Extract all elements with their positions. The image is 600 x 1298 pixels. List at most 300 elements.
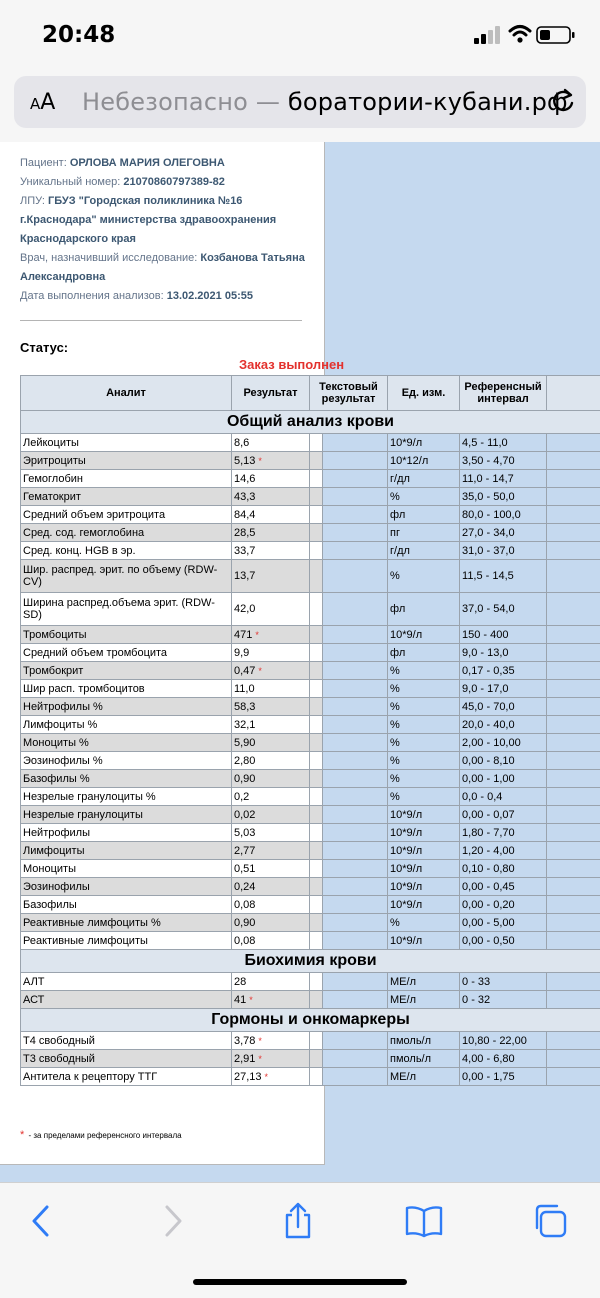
header-analyte: Аналит <box>21 376 232 411</box>
header-reference: Референсный интервал <box>460 376 547 411</box>
browser-toolbar <box>0 1182 600 1298</box>
result-number: 0,24 <box>234 881 255 893</box>
result-number: 41 <box>234 994 246 1006</box>
text-result-cell <box>310 524 323 542</box>
unit-cell: 10*9/л <box>388 860 460 878</box>
result-value <box>232 434 310 452</box>
reference-interval: 31,0 - 37,0 <box>460 542 547 560</box>
unique-id: 21070860797389-82 <box>123 176 225 188</box>
analyte-name: Базофилы <box>21 896 232 914</box>
result-number: 58,3 <box>234 701 255 713</box>
result-number: 33,7 <box>234 545 255 557</box>
result-number: 84,4 <box>234 509 255 521</box>
analyte-name: Эритроциты <box>21 452 232 470</box>
text-result-cell <box>310 914 323 932</box>
result-number: 0,90 <box>234 917 255 929</box>
result-number: 5,90 <box>234 737 255 749</box>
text-result-spacer <box>323 788 388 806</box>
result-number: 28 <box>234 976 246 988</box>
reference-interval: 0,00 - 5,00 <box>460 914 547 932</box>
table-row <box>21 973 600 991</box>
result-value <box>232 698 310 716</box>
share-icon[interactable] <box>278 1201 318 1241</box>
row-spacer <box>547 542 600 560</box>
text-result-cell <box>310 626 323 644</box>
result-value <box>232 542 310 560</box>
analyte-name: Лимфоциты <box>21 842 232 860</box>
analyte-name: Гематокрит <box>21 488 232 506</box>
reference-interval: 0,10 - 0,80 <box>460 860 547 878</box>
text-result-cell <box>310 434 323 452</box>
section-title: Общий анализ крови <box>21 411 600 434</box>
result-number: 28,5 <box>234 527 255 539</box>
reference-interval: 27,0 - 34,0 <box>460 524 547 542</box>
cellular-signal-icon <box>474 26 502 44</box>
unit-cell: % <box>388 488 460 506</box>
text-result-spacer <box>323 470 388 488</box>
analyte-name: Эозинофилы <box>21 878 232 896</box>
reference-interval: 11,0 - 14,7 <box>460 470 547 488</box>
table-row <box>21 878 600 896</box>
text-result-spacer <box>323 770 388 788</box>
analyte-name: Эозинофилы % <box>21 752 232 770</box>
table-row <box>21 1068 600 1086</box>
result-value <box>232 752 310 770</box>
analyte-name: АЛТ <box>21 973 232 991</box>
section-title: Гормоны и онкомаркеры <box>21 1009 600 1032</box>
analyte-name: Незрелые гранулоциты % <box>21 788 232 806</box>
unit-cell: % <box>388 752 460 770</box>
text-result-spacer <box>323 860 388 878</box>
analyte-name: Т4 свободный <box>21 1032 232 1050</box>
analyte-name: Сред. конц. HGB в эр. <box>21 542 232 560</box>
table-row <box>21 770 600 788</box>
analyte-name: АСТ <box>21 991 232 1009</box>
reference-interval: 0 - 33 <box>460 973 547 991</box>
footnote-text: - за пределами референсного интервала <box>26 1131 181 1140</box>
text-result-spacer <box>323 488 388 506</box>
result-value <box>232 842 310 860</box>
reference-interval: 0,00 - 1,75 <box>460 1068 547 1086</box>
result-value <box>232 932 310 950</box>
result-value <box>232 914 310 932</box>
text-result-spacer <box>323 1068 388 1086</box>
reference-interval: 45,0 - 70,0 <box>460 698 547 716</box>
result-value <box>232 788 310 806</box>
result-value <box>232 626 310 644</box>
text-result-spacer <box>323 991 388 1009</box>
result-number: 14,6 <box>234 473 255 485</box>
unit-cell: 10*9/л <box>388 806 460 824</box>
row-spacer <box>547 991 600 1009</box>
text-result-cell <box>310 878 323 896</box>
doctor-line: Врач, назначивший исследование: Козбанова Татьяна Александровна <box>20 249 315 287</box>
analyte-name: Т3 свободный <box>21 1050 232 1068</box>
reference-interval: 0,00 - 0,45 <box>460 878 547 896</box>
text-result-spacer <box>323 752 388 770</box>
table-row <box>21 1032 600 1050</box>
row-spacer <box>547 506 600 524</box>
text-result-spacer <box>323 560 388 593</box>
unit-cell: пг <box>388 524 460 542</box>
row-spacer <box>547 806 600 824</box>
unit-cell: пмоль/л <box>388 1050 460 1068</box>
text-result-spacer <box>323 662 388 680</box>
reference-interval: 3,50 - 4,70 <box>460 452 547 470</box>
unit-cell: % <box>388 560 460 593</box>
analyte-name: Средний объем эритроцита <box>21 506 232 524</box>
text-result-cell <box>310 896 323 914</box>
battery-icon <box>536 25 576 45</box>
text-result-spacer <box>323 698 388 716</box>
text-result-cell <box>310 824 323 842</box>
result-number: 0,02 <box>234 809 255 821</box>
section-header <box>21 1009 600 1032</box>
text-result-cell <box>310 991 323 1009</box>
text-result-spacer <box>323 506 388 524</box>
unit-cell: 10*12/л <box>388 452 460 470</box>
out-of-range-flag: * <box>258 1036 262 1046</box>
text-result-cell <box>310 860 323 878</box>
reference-interval: 11,5 - 14,5 <box>460 560 547 593</box>
result-value <box>232 770 310 788</box>
bookmarks-icon[interactable] <box>404 1201 444 1241</box>
text-result-cell <box>310 806 323 824</box>
result-number: 2,80 <box>234 755 255 767</box>
table-row <box>21 752 600 770</box>
reference-interval: 0,00 - 0,07 <box>460 806 547 824</box>
row-spacer <box>547 788 600 806</box>
text-result-spacer <box>323 824 388 842</box>
unit-cell: % <box>388 716 460 734</box>
result-number: 5,13 <box>234 455 255 467</box>
out-of-range-flag: * <box>258 1054 262 1064</box>
result-value <box>232 680 310 698</box>
result-number: 471 <box>234 629 252 641</box>
text-result-spacer <box>323 842 388 860</box>
table-row <box>21 470 600 488</box>
analyte-name: Нейтрофилы <box>21 824 232 842</box>
result-value <box>232 470 310 488</box>
text-result-spacer <box>323 542 388 560</box>
row-spacer <box>547 626 600 644</box>
divider <box>20 320 302 321</box>
result-number: 0,90 <box>234 773 255 785</box>
table-row <box>21 914 600 932</box>
result-value <box>232 1068 310 1086</box>
table-header <box>21 376 600 411</box>
clock: 20:48 <box>42 22 115 48</box>
table-row <box>21 698 600 716</box>
address-bar[interactable] <box>14 76 586 128</box>
result-value <box>232 878 310 896</box>
text-result-cell <box>310 662 323 680</box>
date-line: Дата выполнения анализов: 13.02.2021 05:55 <box>20 287 315 306</box>
reference-interval: 37,0 - 54,0 <box>460 593 547 626</box>
analyte-name: Лимфоциты % <box>21 716 232 734</box>
result-number: 27,13 <box>234 1071 262 1083</box>
text-result-spacer <box>323 626 388 644</box>
reference-interval: 4,00 - 6,80 <box>460 1050 547 1068</box>
text-result-cell <box>310 932 323 950</box>
analyte-name: Шир расп. тромбоцитов <box>21 680 232 698</box>
result-value <box>232 506 310 524</box>
reference-interval: 0,00 - 8,10 <box>460 752 547 770</box>
tabs-icon[interactable] <box>530 1201 570 1241</box>
result-value <box>232 991 310 1009</box>
text-result-cell <box>310 644 323 662</box>
analyte-name: Тромбокрит <box>21 662 232 680</box>
reference-interval: 4,5 - 11,0 <box>460 434 547 452</box>
result-number: 9,9 <box>234 647 249 659</box>
table-row <box>21 644 600 662</box>
text-result-cell <box>310 470 323 488</box>
row-spacer <box>547 752 600 770</box>
text-result-cell <box>310 1068 323 1086</box>
result-value <box>232 806 310 824</box>
section-header <box>21 950 600 973</box>
unit-cell: 10*9/л <box>388 434 460 452</box>
text-result-spacer <box>323 593 388 626</box>
row-spacer <box>547 452 600 470</box>
result-number: 32,1 <box>234 719 255 731</box>
table-row <box>21 932 600 950</box>
unit-cell: 10*9/л <box>388 626 460 644</box>
text-result-spacer <box>323 452 388 470</box>
web-page <box>0 142 600 1182</box>
table-row <box>21 991 600 1009</box>
reference-interval: 0,17 - 0,35 <box>460 662 547 680</box>
row-spacer <box>547 593 600 626</box>
table-row <box>21 716 600 734</box>
text-result-spacer <box>323 806 388 824</box>
result-number: 3,78 <box>234 1035 255 1047</box>
out-of-range-flag: * <box>258 456 262 466</box>
result-value <box>232 896 310 914</box>
row-spacer <box>547 842 600 860</box>
table-row <box>21 593 600 626</box>
reference-interval: 35,0 - 50,0 <box>460 488 547 506</box>
text-result-spacer <box>323 896 388 914</box>
text-result-spacer <box>323 680 388 698</box>
lpu-line: ЛПУ: ГБУЗ "Городская поликлиника №16 г.Краснодара" министерства здравоохранения Краснодарского края <box>20 192 315 249</box>
row-spacer <box>547 973 600 991</box>
row-spacer <box>547 470 600 488</box>
text-result-spacer <box>323 524 388 542</box>
table-row <box>21 806 600 824</box>
patient-name: ОРЛОВА МАРИЯ ОЛЕГОВНА <box>70 157 225 169</box>
section-header <box>21 411 600 434</box>
analyte-name: Средний объем тромбоцита <box>21 644 232 662</box>
table-row <box>21 1050 600 1068</box>
unit-cell: % <box>388 770 460 788</box>
table-row <box>21 488 600 506</box>
url-field[interactable] <box>82 88 568 116</box>
result-number: 43,3 <box>234 491 255 503</box>
row-spacer <box>547 878 600 896</box>
result-value <box>232 824 310 842</box>
text-result-cell <box>310 488 323 506</box>
section-title: Биохимия крови <box>21 950 600 973</box>
text-result-cell <box>310 506 323 524</box>
analyte-name: Шир. распред. эрит. по объему (RDW-CV) <box>21 560 232 593</box>
reference-interval: 20,0 - 40,0 <box>460 716 547 734</box>
unit-cell: МЕ/л <box>388 973 460 991</box>
analyte-name: Незрелые гранулоциты <box>21 806 232 824</box>
table-row <box>21 434 600 452</box>
table-row <box>21 506 600 524</box>
result-number: 5,03 <box>234 827 255 839</box>
row-spacer <box>547 734 600 752</box>
reference-interval: 80,0 - 100,0 <box>460 506 547 524</box>
reference-interval: 0,00 - 0,50 <box>460 932 547 950</box>
browser-address-area <box>0 70 600 142</box>
row-spacer <box>547 860 600 878</box>
out-of-range-flag: * <box>249 995 253 1005</box>
table-row <box>21 680 600 698</box>
header-unit: Ед. изм. <box>388 376 460 411</box>
row-spacer <box>547 524 600 542</box>
analyte-name: Сред. сод. гемоглобина <box>21 524 232 542</box>
table-row <box>21 662 600 680</box>
forward-icon[interactable] <box>152 1201 192 1241</box>
row-spacer <box>547 662 600 680</box>
unit-cell: МЕ/л <box>388 991 460 1009</box>
row-spacer <box>547 1068 600 1086</box>
row-spacer <box>547 932 600 950</box>
table-row <box>21 824 600 842</box>
text-result-cell <box>310 680 323 698</box>
text-result-cell <box>310 593 323 626</box>
row-spacer <box>547 644 600 662</box>
reference-interval: 0,00 - 1,00 <box>460 770 547 788</box>
text-result-cell <box>310 752 323 770</box>
row-spacer <box>547 914 600 932</box>
text-result-spacer <box>323 716 388 734</box>
out-of-range-flag: * <box>255 630 259 640</box>
reload-icon[interactable] <box>548 86 578 116</box>
unit-cell: пмоль/л <box>388 1032 460 1050</box>
text-result-spacer <box>323 1032 388 1050</box>
header-spacer <box>547 376 600 411</box>
row-spacer <box>547 488 600 506</box>
unit-cell: г/дл <box>388 470 460 488</box>
analyte-name: Реактивные лимфоциты % <box>21 914 232 932</box>
analyte-name: Моноциты % <box>21 734 232 752</box>
home-indicator <box>193 1279 407 1285</box>
row-spacer <box>547 716 600 734</box>
result-number: 0,2 <box>234 791 249 803</box>
table-row <box>21 524 600 542</box>
unit-cell: % <box>388 662 460 680</box>
result-value <box>232 560 310 593</box>
row-spacer <box>547 770 600 788</box>
row-spacer <box>547 1050 600 1068</box>
table-row <box>21 560 600 593</box>
analyte-name: Нейтрофилы % <box>21 698 232 716</box>
result-value <box>232 860 310 878</box>
analyte-name: Реактивные лимфоциты <box>21 932 232 950</box>
analyte-name: Моноциты <box>21 860 232 878</box>
reference-interval: 9,0 - 13,0 <box>460 644 547 662</box>
out-of-range-flag: * <box>265 1072 269 1082</box>
text-result-cell <box>310 716 323 734</box>
unit-cell: 10*9/л <box>388 932 460 950</box>
unit-cell: % <box>388 914 460 932</box>
lpu-name: ГБУЗ "Городская поликлиника №16 г.Краснодара" министерства здравоохранения Краснодарского края <box>20 195 276 245</box>
result-number: 11,0 <box>234 683 255 695</box>
text-result-cell <box>310 452 323 470</box>
reference-interval: 0 - 32 <box>460 991 547 1009</box>
unit-cell: 10*9/л <box>388 896 460 914</box>
result-number: 0,47 <box>234 665 255 677</box>
patient-info <box>20 154 315 306</box>
reference-interval: 2,00 - 10,00 <box>460 734 547 752</box>
result-value <box>232 1032 310 1050</box>
table-row <box>21 542 600 560</box>
status-bar <box>0 0 600 70</box>
result-value <box>232 973 310 991</box>
row-spacer <box>547 1032 600 1050</box>
footnote <box>20 1129 182 1141</box>
unit-cell: % <box>388 698 460 716</box>
text-result-spacer <box>323 973 388 991</box>
text-result-cell <box>310 842 323 860</box>
text-result-cell <box>310 1032 323 1050</box>
text-result-cell <box>310 1050 323 1068</box>
unit-cell: фл <box>388 506 460 524</box>
reference-interval: 1,80 - 7,70 <box>460 824 547 842</box>
text-result-cell <box>310 788 323 806</box>
out-of-range-flag: * <box>258 666 262 676</box>
reference-interval: 9,0 - 17,0 <box>460 680 547 698</box>
result-number: 0,08 <box>234 899 255 911</box>
table-row <box>21 842 600 860</box>
text-result-spacer <box>323 878 388 896</box>
result-number: 2,91 <box>234 1053 255 1065</box>
reference-interval: 10,80 - 22,00 <box>460 1032 547 1050</box>
text-result-spacer <box>323 734 388 752</box>
url-prefix: Небезопасно — <box>82 88 288 116</box>
table-row <box>21 860 600 878</box>
text-result-spacer <box>323 1050 388 1068</box>
unit-cell: г/дл <box>388 542 460 560</box>
table-row <box>21 896 600 914</box>
row-spacer <box>547 434 600 452</box>
result-number: 42,0 <box>234 603 255 615</box>
result-value <box>232 716 310 734</box>
results-table <box>20 375 600 1086</box>
reference-interval: 1,20 - 4,00 <box>460 842 547 860</box>
analyte-name: Базофилы % <box>21 770 232 788</box>
result-value <box>232 452 310 470</box>
patient-line: Пациент: ОРЛОВА МАРИЯ ОЛЕГОВНА <box>20 154 315 173</box>
analyte-name: Ширина распред.объема эрит. (RDW-SD) <box>21 593 232 626</box>
reader-settings-button[interactable]: AA <box>30 90 55 115</box>
unit-cell: % <box>388 788 460 806</box>
reference-interval: 150 - 400 <box>460 626 547 644</box>
footnote-star: * <box>20 1129 24 1141</box>
text-result-cell <box>310 973 323 991</box>
analyte-name: Гемоглобин <box>21 470 232 488</box>
text-result-cell <box>310 734 323 752</box>
result-value <box>232 524 310 542</box>
doctor-name: Козбанова Татьяна Александровна <box>20 252 305 283</box>
back-icon[interactable] <box>22 1201 62 1241</box>
url-host: боратории-кубани.рф <box>288 88 568 116</box>
unique-id-line: Уникальный номер: 21070860797389-82 <box>20 173 315 192</box>
results-body <box>21 411 600 1086</box>
